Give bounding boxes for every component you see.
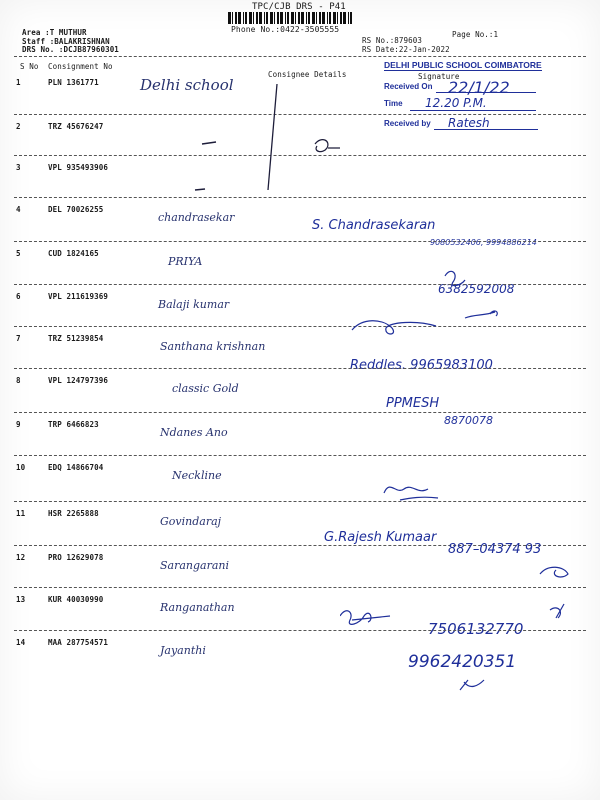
row-consignee-name: Govindaraj bbox=[160, 515, 222, 528]
stamp-organization: DELHI PUBLIC SCHOOL COIMBATORE bbox=[384, 60, 542, 70]
row-signature: 7506132770 bbox=[428, 620, 524, 638]
signature-scribbles bbox=[340, 258, 590, 698]
row-consignment-number: MAA 287754571 bbox=[48, 638, 108, 647]
row-consignee-name: PRIYA bbox=[168, 255, 203, 268]
row-sno: 7 bbox=[16, 334, 21, 343]
row-signature: Reddles. 9965983100 bbox=[350, 358, 493, 373]
row-consignment-number: DEL 70026255 bbox=[48, 205, 104, 214]
row-consignment-number: HSR 2265888 bbox=[48, 509, 99, 518]
row-consignment-number: VPL 935493906 bbox=[48, 163, 108, 172]
stamp-received-by-label: Received by bbox=[384, 119, 431, 128]
stamp-received-by-value: Ratesh bbox=[448, 116, 490, 130]
row-consignee-name: classic Gold bbox=[172, 382, 239, 395]
row-consignment-number: EDQ 14866704 bbox=[48, 463, 104, 472]
row-sno: 6 bbox=[16, 292, 21, 301]
row-consignee-name: Neckline bbox=[172, 469, 222, 482]
area-field: Area :T MUTHUR bbox=[22, 28, 87, 37]
row-consignment-number: TRP 6466823 bbox=[48, 420, 99, 429]
row-consignee-name: Santhana krishnan bbox=[160, 340, 266, 353]
row-sno: 13 bbox=[16, 595, 26, 604]
phone-number: Phone No.:0422-3505555 bbox=[231, 25, 340, 34]
divider bbox=[14, 56, 586, 57]
row-consignment-number: PLN 1361771 bbox=[48, 78, 99, 87]
row-sno: 11 bbox=[16, 509, 26, 518]
row-consignment-number: CUD 1824165 bbox=[48, 249, 99, 258]
row-signature: PPMESH bbox=[386, 396, 440, 411]
row-consignee-name: Sarangarani bbox=[160, 559, 230, 572]
divider bbox=[410, 110, 536, 111]
row-consignment-number: VPL 211619369 bbox=[48, 292, 108, 301]
column-header-consignment: Consignment No bbox=[48, 62, 113, 71]
row-note: 9080532406, 9994886214 bbox=[430, 238, 537, 247]
row-sno: 3 bbox=[16, 163, 21, 172]
stamp-received-on-label: Received On bbox=[384, 82, 433, 91]
row-consignee-name: Ndanes Ano bbox=[160, 426, 228, 439]
row-signature: 9962420351 bbox=[408, 652, 517, 672]
row-consignee-name: chandrasekar bbox=[158, 211, 235, 224]
row-signature: G.Rajesh Kumaar bbox=[324, 530, 437, 545]
row-consignee-name: Jayanthi bbox=[160, 644, 206, 657]
stamp-received-on-value: 22/1/22 bbox=[448, 78, 510, 97]
stamp-time-label: Time bbox=[384, 99, 403, 108]
page-number: Page No.:1 bbox=[452, 30, 499, 39]
column-header-signature: Signature bbox=[418, 72, 460, 81]
row-consignee-name: Ranganathan bbox=[160, 601, 235, 614]
row-signature: S. Chandrasekaran bbox=[312, 218, 436, 233]
row-consignment-number: TRZ 51239854 bbox=[48, 334, 104, 343]
staff-field: Staff :BALAKRISHNAN bbox=[22, 37, 110, 46]
row-consignee-name: Delhi school bbox=[140, 76, 234, 94]
row-sno: 9 bbox=[16, 420, 21, 429]
row-sno: 2 bbox=[16, 122, 21, 131]
row-sno: 5 bbox=[16, 249, 21, 258]
row-sno: 14 bbox=[16, 638, 26, 647]
row-signature: 887–04374 93 bbox=[448, 542, 542, 557]
row-signature: 8870078 bbox=[444, 414, 493, 427]
row-sno: 4 bbox=[16, 205, 21, 214]
row-sno: 8 bbox=[16, 376, 21, 385]
row-consignment-number: KUR 40030990 bbox=[48, 595, 104, 604]
row-consignee-name: Balaji kumar bbox=[158, 298, 230, 311]
pen-strokes bbox=[150, 78, 370, 208]
rs-number: RS No.:879603 bbox=[362, 36, 422, 45]
stamp-time-value: 12.20 P.M. bbox=[425, 96, 487, 110]
row-sno: 10 bbox=[16, 463, 26, 472]
row-sno: 12 bbox=[16, 553, 26, 562]
row-consignment-number: PRO 12629078 bbox=[48, 553, 104, 562]
sheet-title: TPC/CJB DRS - P41 bbox=[252, 2, 346, 12]
drs-number: DRS No. :DCJB87960301 bbox=[22, 45, 119, 54]
rs-date: RS Date:22-Jan-2022 bbox=[362, 45, 450, 54]
row-signature: 6382592008 bbox=[438, 282, 515, 296]
row-consignment-number: TRZ 45676247 bbox=[48, 122, 104, 131]
column-header-details: Consignee Details bbox=[268, 70, 347, 79]
row-divider bbox=[14, 241, 586, 242]
row-consignment-number: VPL 124797396 bbox=[48, 376, 108, 385]
row-sno: 1 bbox=[16, 78, 21, 87]
column-header-sno: S No bbox=[20, 62, 39, 71]
